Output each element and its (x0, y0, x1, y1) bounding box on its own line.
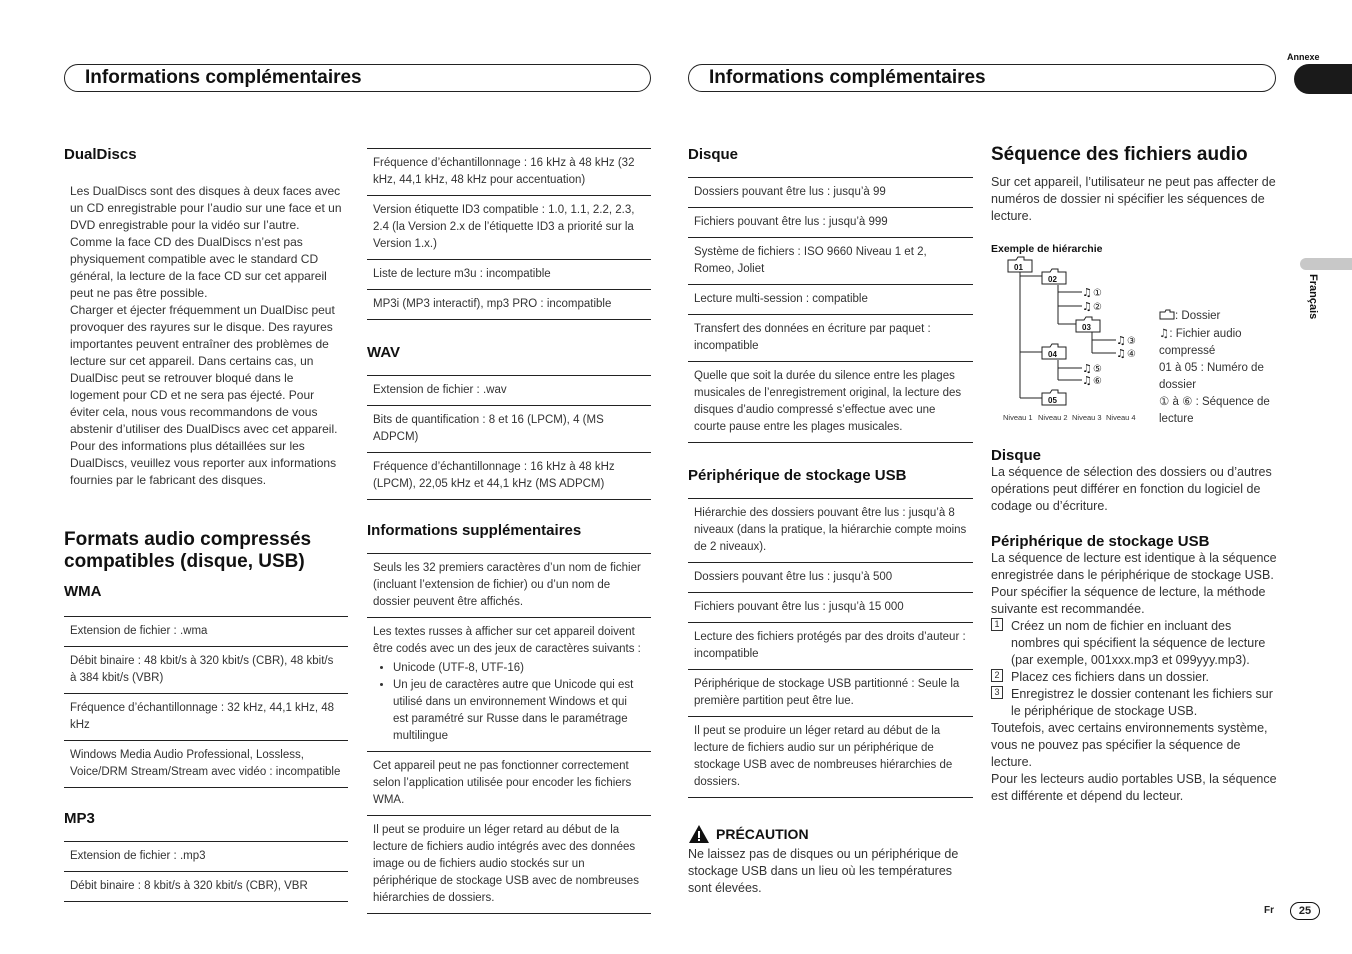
folder-number: 05 (1048, 396, 1057, 405)
wav-table (367, 375, 651, 500)
audio-file-icon: ♫ (1116, 347, 1126, 360)
step-item (991, 669, 1279, 686)
folder-04 (1042, 344, 1066, 359)
dualdiscs-text: Les DualDiscs sont des disques à deux faces avec un CD enregistrable pour l’audio sur une face et un DVD enregistrable pour la vidéo sur l’autre. Comme la face CD des DualDiscs n’est pas physiquement compatible avec le standard CD général, la lecture de la face CD sur cet appareil peut ne pas être possible. Charger et éjecter fréquemment un DualDisc peut provoquer des rayures sur le disque. Des rayures importantes peuvent entraîner des problèmes de lecture sur cet appareil. Dans certains cas, un DualDisc peut se retrouver bloqué dans le logement pour CD et ne sera pas éjecté. Pour éviter cela, nous vous recommandons de vous abstenir d’utiliser des DualDiscs avec cet appareil. Pour des informations plus détaillées sur les DualDiscs, veuillez vous reporter aux informations fournies par le fabricant des disques. (70, 184, 342, 487)
section-header-right-text: Informations complémentaires (709, 67, 986, 88)
folder-01 (1008, 257, 1032, 272)
table-row: Fréquence d’échantillonnage : 16 kHz à 48 kHz (LPCM), 22,05 kHz et 44,1 kHz (MS ADPCM) (367, 453, 651, 500)
level-label: Niveau 3 (1072, 413, 1102, 422)
step-number: 1 (991, 618, 1003, 631)
section-header-left (64, 64, 651, 92)
wma-table (64, 616, 348, 788)
language-label: Français (1307, 274, 1319, 320)
disque-sequence-text: La séquence de sélection des dossiers ou d’autres opérations peut différer en fonction du logiciel de codage ou d’écriture. (991, 465, 1272, 513)
usb-sequence-text2: Pour spécifier la séquence de lecture, la méthode suivante est recommandée. (991, 585, 1266, 616)
sequence-number: ① (1093, 288, 1102, 299)
table-row: Débit binaire : 8 kbit/s à 320 kbit/s (CBR), VBR (64, 872, 348, 902)
music-note-icon: ♫ (1159, 326, 1170, 340)
disque-title: Disque (688, 146, 739, 163)
caution-text: Ne laissez pas de disques ou un périphérique de stockage USB dans un lieu où les températures sont élevées. (688, 847, 959, 895)
table-row: Windows Media Audio Professional, Lossless, Voice/DRM Stream/Stream avec vidéo : incompatible (64, 741, 348, 788)
table-row: Extension de fichier : .mp3 (64, 842, 348, 872)
usb-sequence-text3: Toutefois, avec certains environnements système, vous ne pouvez pas spécifier la séquence de lecture. (991, 721, 1268, 769)
column-1 (64, 140, 348, 902)
wma-title: WMA (64, 583, 102, 600)
step-item (991, 686, 1279, 720)
legend-sequence: ① à ⑥ : Séquence de lecture (1159, 396, 1270, 425)
table-row: Extension de fichier : .wav (367, 376, 651, 406)
hierarchy-diagram (1000, 252, 1160, 427)
table-row: Débit binaire : 48 kbit/s à 320 kbit/s (CBR), 48 kbit/s à 384 kbit/s (VBR) (64, 647, 348, 694)
folder-number: 01 (1014, 263, 1023, 272)
audio-file-icon: ♫ (1082, 362, 1092, 375)
table-row: Version étiquette ID3 compatible : 1.0, 1.1, 2.2, 2.3, 2.4 (la Version 2.x de l’étiquette ID3 a priorité sur la Version 1.x.) (367, 196, 651, 260)
table-row: Système de fichiers : ISO 9660 Niveau 1 et 2, Romeo, Joliet (688, 238, 973, 285)
table-row: Quelle que soit la durée du silence entre les plages musicales de l’enregistrement original, la lecture des disques d’audio compressé s’effectue avec une courte pause entre les plages musicales. (688, 362, 973, 443)
mp3-table-continued (367, 148, 651, 320)
sequence-number: ② (1093, 302, 1102, 313)
footer-language: Fr (1264, 905, 1274, 916)
table-row (367, 618, 651, 752)
disque-table (688, 177, 973, 443)
sequence-number: ③ (1127, 336, 1136, 347)
charset-list (373, 660, 645, 745)
hierarchy-legend (1159, 308, 1279, 428)
warning-icon (688, 824, 710, 844)
disque-sequence-title: Disque (991, 447, 1042, 464)
usb-sequence-text1: La séquence de lecture est identique à la séquence enregistrée dans le périphérique de stockage USB. (991, 551, 1277, 582)
usb-sequence-title: Périphérique de stockage USB (991, 533, 1210, 550)
table-row: Bits de quantification : 8 et 16 (LPCM), 4 (MS ADPCM) (367, 406, 651, 453)
folder-02 (1042, 269, 1066, 284)
folder-05 (1042, 390, 1066, 405)
list-item: • Un jeu de caractères autre que Unicode qui est utilisé dans un environnement Windows et qui est paramétré sur Russe dans le paramétrage multilingue (393, 677, 645, 745)
table-row: Extension de fichier : .wma (64, 617, 348, 647)
sequence-text: Sur cet appareil, l’utilisateur ne peut pas affecter de numéros de dossier ni spécifier les séquences de lecture. (991, 175, 1276, 223)
info-title: Informations supplémentaires (367, 522, 582, 539)
column-2 (367, 148, 651, 914)
legend-folder-text: : Dossier (1175, 310, 1221, 322)
folder-number: 04 (1048, 350, 1057, 359)
table-row: Dossiers pouvant être lus : jusqu’à 99 (688, 178, 973, 208)
legend-numbers: 01 à 05 : Numéro de dossier (1159, 362, 1264, 391)
level-label: Niveau 2 (1038, 413, 1068, 422)
folder-03 (1076, 317, 1100, 332)
audio-file-icon: ♫ (1082, 300, 1092, 313)
step-number: 3 (991, 686, 1003, 699)
info-row-text: Les textes russes à afficher sur cet appareil doivent être codés avec un des jeux de caractères suivants : (373, 626, 641, 655)
audio-file-icon: ♫ (1116, 334, 1126, 347)
caution-block (688, 824, 973, 897)
usb-title: Périphérique de stockage USB (688, 467, 907, 484)
language-tab (1300, 258, 1352, 270)
table-row: Seuls les 32 premiers caractères d’un nom de fichier (incluant l’extension de fichier) ou d’un nom de dossier peuvent être affichés. (367, 554, 651, 618)
example-title: Exemple de hiérarchie (991, 243, 1103, 255)
usb-table (688, 498, 973, 798)
folder-number: 02 (1048, 275, 1057, 284)
table-row: Dossiers pouvant être lus : jusqu’à 500 (688, 563, 973, 593)
page-number: 25 (1290, 902, 1320, 920)
table-row: Fréquence d’échantillonnage : 32 kHz, 44,1 kHz, 48 kHz (64, 694, 348, 741)
annexe-label: Annexe (1287, 52, 1320, 62)
step-text: Créez un nom de fichier en incluant des nombres qui spécifient la séquence de lecture (par exemple, 001xxx.mp3 et 099yyy.mp3). (1011, 619, 1266, 667)
folder-icon (1159, 309, 1175, 320)
legend-folder (1159, 308, 1279, 325)
wav-title: WAV (367, 344, 401, 361)
sequence-number: ⑤ (1093, 364, 1102, 375)
table-row: Transfert des données en écriture par paquet : incompatible (688, 315, 973, 362)
step-text: Placez ces fichiers dans un dossier. (1011, 670, 1210, 684)
column-3 (688, 140, 973, 897)
section-header-left-text: Informations complémentaires (85, 67, 362, 88)
level-label: Niveau 1 (1003, 413, 1033, 422)
table-row: Il peut se produire un léger retard au début de la lecture de fichiers audio intégrés avec des données image ou de fichiers audio stockés sur un périphérique de stockage USB avec de nombreuses hiérarchies de dossiers. (367, 816, 651, 914)
legend-file-text: : Fichier audio compressé (1159, 328, 1242, 357)
table-row: Fréquence d’échantillonnage : 16 kHz à 48 kHz (32 kHz, 44,1 kHz, 48 kHz pour accentuation) (367, 149, 651, 196)
section-header-right (688, 64, 1276, 92)
step-number: 2 (991, 669, 1003, 682)
table-row: Liste de lecture m3u : incompatible (367, 260, 651, 290)
audio-file-icon: ♫ (1082, 286, 1092, 299)
sequence-number: ⑥ (1093, 376, 1102, 387)
caution-title: PRÉCAUTION (716, 826, 809, 842)
level-label: Niveau 4 (1106, 413, 1136, 422)
column-4-lower (991, 447, 1279, 805)
column-4 (991, 140, 1279, 255)
sequence-title: Séquence des fichiers audio (991, 144, 1248, 165)
list-item: • Unicode (UTF-8, UTF-16) (393, 660, 645, 677)
table-row: Fichiers pouvant être lus : jusqu’à 999 (688, 208, 973, 238)
table-row: Hiérarchie des dossiers pouvant être lus : jusqu’à 8 niveaux (dans la pratique, la hiérarchie compte moins de 2 niveaux). (688, 499, 973, 563)
legend-file (1159, 325, 1279, 360)
step-text: Enregistrez le dossier contenant les fichiers sur le périphérique de stockage USB. (1011, 687, 1273, 718)
step-item (991, 618, 1279, 669)
table-row: Lecture multi-session : compatible (688, 285, 973, 315)
table-row: Il peut se produire un léger retard au début de la lecture de fichiers audio sur un périphérique de stockage USB avec de nombreuses hiérarchies de dossiers. (688, 717, 973, 798)
table-row: Cet appareil peut ne pas fonctionner correctement selon l’application utilisée pour encoder les fichiers WMA. (367, 752, 651, 816)
formats-title: Formats audio compressés compatibles (disque, USB) (64, 529, 312, 572)
mp3-table (64, 841, 348, 902)
folder-number: 03 (1082, 323, 1091, 332)
info-table (367, 553, 651, 914)
usb-sequence-text4: Pour les lecteurs audio portables USB, la séquence est différente et dépend du lecteur. (991, 772, 1277, 803)
caution-heading (688, 824, 973, 844)
sequence-number: ④ (1127, 349, 1136, 360)
audio-file-icon: ♫ (1082, 374, 1092, 387)
dualdiscs-title: DualDiscs (64, 146, 137, 163)
table-row: Périphérique de stockage USB partitionné : Seule la première partition peut être lue. (688, 670, 973, 717)
mp3-title: MP3 (64, 810, 95, 827)
annexe-tab (1294, 64, 1352, 94)
table-row: Lecture des fichiers protégés par des droits d’auteur : incompatible (688, 623, 973, 670)
table-row: MP3i (MP3 interactif), mp3 PRO : incompatible (367, 290, 651, 320)
table-row: Fichiers pouvant être lus : jusqu’à 15 000 (688, 593, 973, 623)
